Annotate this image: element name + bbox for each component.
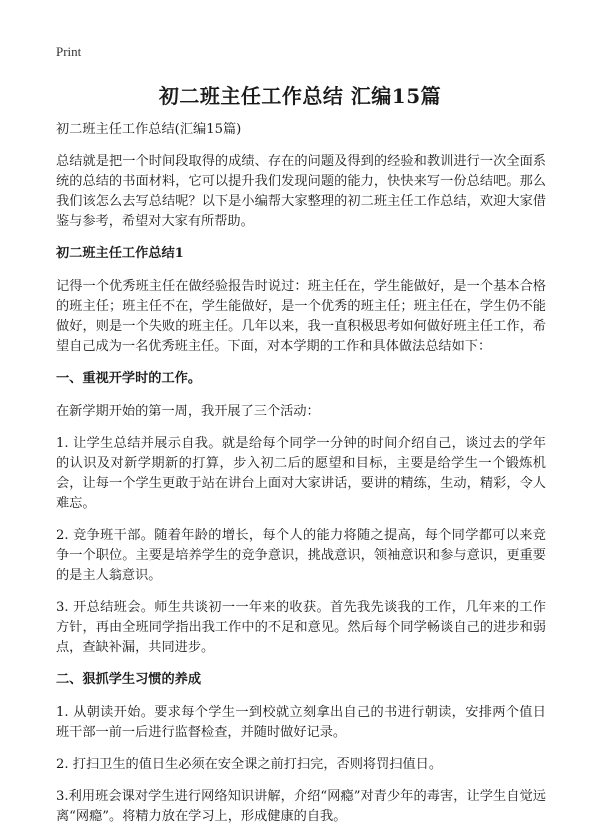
part-1-item-2: 2. 竞争班干部。随着年龄的增长，每个人的能力将随之提高，每个同学都可以来竞争一个职位。主要是培养学生的竞争意识，挑战意识，领袖意识和参与意识，更重要的是主人翁意识。 (56, 528, 546, 583)
part-1-heading: 一、重视开学时的工作。 (56, 371, 202, 386)
part-2-heading: 二、狠抓学生习惯的养成 (56, 672, 202, 687)
part-1-intro-paragraph: 在新学期开始的第一周，我开展了三个活动： (56, 404, 320, 419)
section-heading-1: 初二班主任工作总结1 (56, 246, 184, 261)
part-1-item-1: 1. 让学生总结并展示自我。就是给每个同学一分钟的时间介绍自己，谈过去的学年的认识及对新学期新的打算，步入初二后的愿望和目标，主要是给学生一个锻炼机会，让每一个学生更敢于站在讲台上面对大家讲话，要讲的精练，生动，精彩，令人难忘。 (56, 436, 546, 511)
part-2-item-1: 1. 从朝读开始。要求每个学生一到校就立刻拿出自己的书进行朝读，安排两个值日班干部一前一后进行监督检查，并随时做好记录。 (56, 705, 546, 740)
intro-paragraph: 总结就是把一个时间段取得的成绩、存在的问题及得到的经验和教训进行一次全面系统的总结的书面材料，它可以提升我们发现问题的能力，快快来写一份总结吧。那么我们该怎么去写总结呢？以下是小编帮大家整理的初二班主任工作总结，欢迎大家借鉴与参考，希望对大家有所帮助。 (56, 154, 546, 229)
document-subtitle: 初二班主任工作总结(汇编15篇) (56, 122, 242, 137)
part-2-item-3: 3.利用班会课对学生进行网络知识讲解，介绍“网瘾”对青少年的毒害，让学生自觉远离“网瘾”。将精力放在学习上，形成健康的自我。 (56, 789, 546, 824)
print-link[interactable]: Print (56, 44, 82, 59)
part-1-item-3: 3. 开总结班会。师生共谈初一一年来的收获。首先我先谈我的工作，几年来的工作方针，再由全班同学指出我工作中的不足和意见。然后每个同学畅谈自己的进步和弱点，查缺补漏，共同进步。 (56, 600, 546, 655)
document-body (56, 120, 546, 839)
document-title: 初二班主任工作总结 汇编15篇 (158, 84, 442, 108)
part-2-item-2: 2. 打扫卫生的值日生必须在安全课之前打扫完，否则将罚扫值日。 (56, 757, 443, 772)
section-1-intro-paragraph: 记得一个优秀班主任在做经验报告时说过：班主任在，学生能做好，是一个基本合格的班主任；班主任不在，学生能做好，是一个优秀的班主任；班主任在，学生仍不能做好，则是一个失败的班主任。几年以来，我一直积极思考如何做好班主任工作，希望自己成为一名优秀班主任。下面，对本学期的工作和具体做法总结如下： (56, 279, 546, 354)
